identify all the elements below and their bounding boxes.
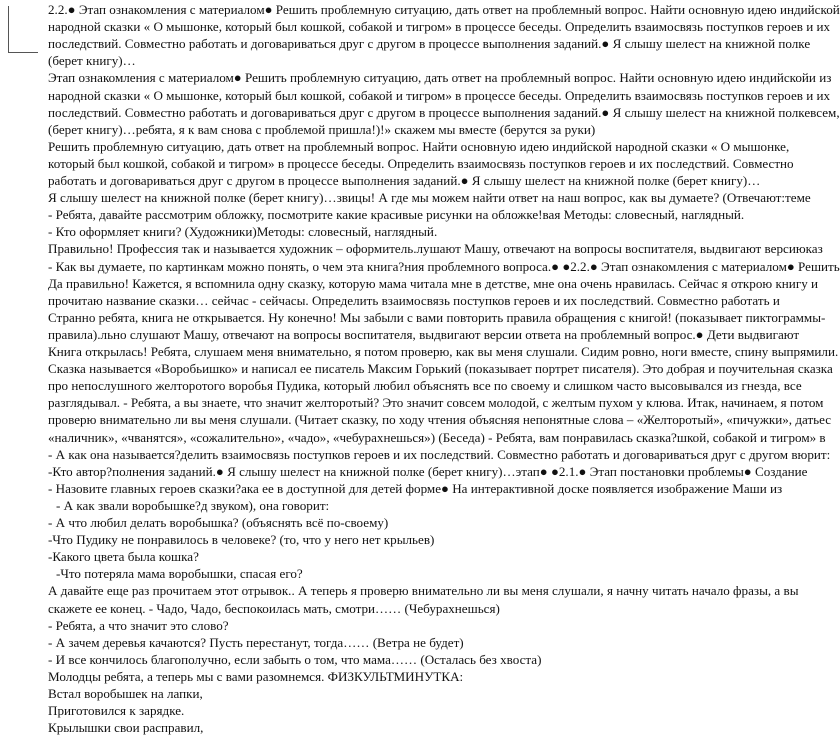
text-line: народной сказки « О мышонке, который был кошкой, собакой и тигром» в процессе беседы. Определить взаимосвязь поступков героев и их — [48, 19, 831, 35]
text-line: - Назовите главных героев сказки?ака ее в доступной для детей форме● На интерактивной доске появляется изображение Маши из — [48, 480, 783, 496]
text-line: проверю внимательно ли вы меня слушали. (Читает сказку, по ходу чтения объясняя непонятные слова – «Желторотый», «пичужки», датьес — [48, 412, 832, 428]
text-line: - Как вы думаете, по картинкам можно понять, о чем эта книга?ния проблемного вопроса.● ●2.2.● Этап ознакомления с материалом● Решить — [48, 258, 840, 274]
text-line: (берет книгу)…ребята, я к вам снова с проблемой пришла!)!» скажем мы вместе (берутся за руки) — [48, 121, 596, 137]
text-line: последствий. Совместно работать и договариваться друг с другом в процессе выполнения заданий.● Я слышу шелест на книжной полке — [48, 36, 811, 52]
text-line: Странно ребята, книга не открывается. Ну конечно! Мы забыли с вами повторить правила обращения с книгой! (показывает пиктограммы- — [48, 309, 826, 325]
text-line: - А зачем деревья качаются? Пусть перестанут, тогда…… (Ветра не будет) — [48, 634, 464, 650]
text-line: последствий. Совместно работать и договариваться друг с другом в процессе выполнения заданий.● Я слышу шелест на книжной полкевсем, — [48, 104, 840, 120]
text-line: - А что любил делать воробышка? (объяснять всё по-своему) — [48, 515, 389, 530]
margin-rule-horizontal — [8, 52, 38, 53]
text-line: Встал воробышек на лапки, — [48, 686, 203, 701]
text-line: Приготовился к зарядке. — [48, 703, 185, 719]
text-line: Да правильно! Кажется, я вспомнила одну сказку, которую мама читала мне в детстве, мне она очень нравилась. Сейчас я открою книгу и — [48, 275, 819, 291]
text-line: Этап ознакомления с материалом● Решить проблемную ситуацию, дать ответ на проблемный вопрос. Найти основную идею индийскойи из — [48, 70, 832, 86]
text-line: Молодцы ребята, а теперь мы с вами разомнемся. ФИЗКУЛЬТМИНУТКА: — [48, 668, 464, 684]
margin-rule-vertical — [8, 6, 9, 53]
text-line: Правильно! Профессия так и называется художник – оформитель.лушают Машу, отвечают на вопросы воспитателя, выдвигают версиюказ — [48, 241, 823, 257]
text-line: разглядывал. - Ребята, а вы знаете, что значит желторотый? Это значит совсем молодой, с желтым пухом у клюва. Итак, начинаем, я потом — [48, 395, 824, 411]
text-line: - И все кончилось благополучно, если забыть о том, что мама…… (Осталась без хвоста) — [48, 651, 542, 667]
text-line: Крылышки свои расправил, — [48, 720, 204, 736]
text-line: «наличник», «чванятся», «сожалительно», «чадо», «чебурахнешься») (Беседа) - Ребята, вам понравилась сказка?шкой, собакой и тигром» в — [48, 429, 826, 445]
text-line: - А как она называется?делить взаимосвязь поступков героев и их последствий. Совместно работать и договариваться друг с другом вюрит: — [48, 446, 831, 462]
text-line: А давайте еще раз прочитаем этот отрывок.. А теперь я проверю внимательно ли вы меня слушали, я начну читать начало фразы, а вы — [48, 583, 799, 599]
text-line: работать и договариваться друг с другом в процессе выполнения заданий.● Я слышу шелест на книжной полке (берет книгу)… — [48, 173, 761, 188]
text-line: - Ребята, а что значит это слово? — [48, 617, 229, 633]
text-line: прочитаю название сказки… сейчас - сейчасы. Определить взаимосвязь поступков героев и их последствий. Совместно работать и — [48, 292, 780, 308]
text-line: -Кто автор?полнения заданий.● Я слышу шелест на книжной полке (берет книгу)…этап● ●2.1.● Этап постановки проблемы● Создание — [48, 463, 808, 479]
text-line: Я слышу шелест на книжной полке (берет книгу)…звицы! А где мы можем найти ответ на наш вопрос, как вы думаете? (Отвечают:теме — [48, 190, 811, 206]
text-line: про непослушного желторотого воробья Пудика, который любил объяснять все по своему и слишком часто высовывался из гнезда, все — [48, 378, 802, 394]
text-line: - Кто оформляет книги? (Художники)Методы: словесный, наглядный. — [48, 224, 438, 240]
text-line: -Что потеряла мама воробышки, спасая его? — [56, 566, 303, 582]
text-line: который был кошкой, собакой и тигром» в процессе беседы. Определить взаимосвязь поступков героев и их последствий. Совместно — [48, 155, 794, 171]
text-line: - Ребята, давайте рассмотрим обложку, посмотрите какие красивые рисунки на обложке!вая Методы: словесный, наглядный. — [48, 207, 745, 223]
text-line: 2.2.● Этап ознакомления с материалом● Решить проблемную ситуацию, дать ответ на проблемный вопрос. Найти основную идею индийской — [48, 2, 840, 17]
text-line: -Какого цвета была кошка? — [48, 549, 199, 565]
text-line: Сказка называется «Воробьишко» и написал ее писатель Максим Горький (показывает портрет писателя). Это добрая и поучительная сказка — [48, 361, 833, 377]
text-line: -Что Пудику не понравилось в человеке? (то, что у него нет крыльев) — [48, 532, 435, 548]
text-line: (берет книгу)… — [48, 53, 136, 69]
text-line: скажете ее конец. - Чадо, Чадо, беспокоилась мать, смотри…… (Чебурахнешься) — [48, 600, 500, 616]
text-line: Книга открылась! Ребята, слушаем меня внимательно, я потом проверю, как вы меня слушали. Сидим ровно, ноги вместе, спину выпрямили. — [48, 344, 839, 359]
text-line: Решить проблемную ситуацию, дать ответ на проблемный вопрос. Найти основную идею индийской народной сказки « О мышонке, — [48, 138, 790, 154]
text-line: - А как звали воробышке?д звуком), она говорит: — [56, 497, 330, 513]
text-line: правила).льно слушают Машу, отвечают на вопросы воспитателя, выдвигают версии ответа на проблемный вопрос.● Дети выдвигают — [48, 326, 800, 342]
text-line: народной сказки « О мышонке, который был кошкой, собакой и тигром» в процессе беседы. Определить взаимосвязь поступков героев и их — [48, 87, 831, 103]
